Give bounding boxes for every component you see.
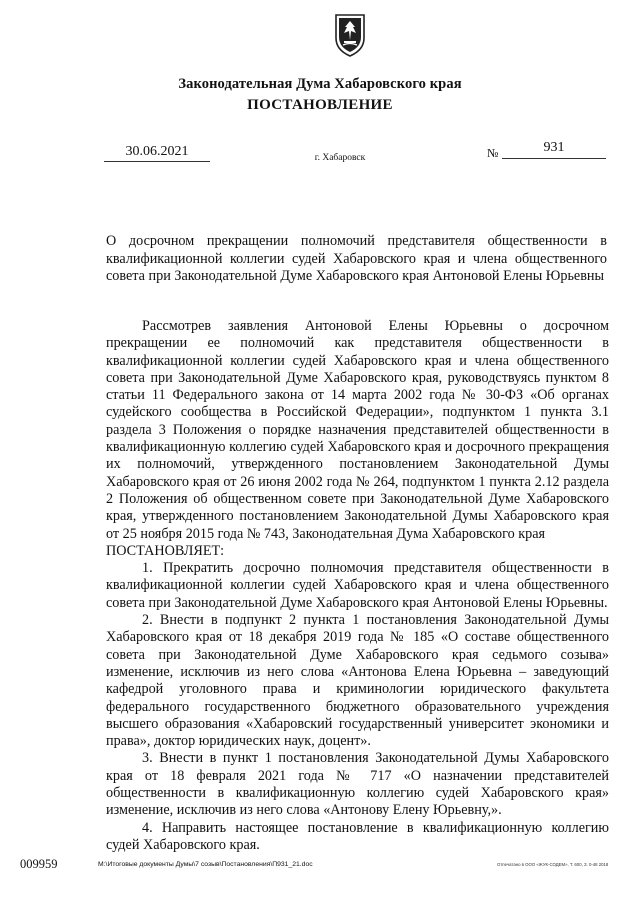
footer-doc-number: 009959 bbox=[20, 857, 58, 871]
organization-name: Законодательная Дума Хабаровского края bbox=[178, 76, 462, 92]
document-city: г. Хабаровск bbox=[314, 153, 366, 163]
resolves-heading: ПОСТАНОВЛЯЕТ: bbox=[106, 542, 225, 559]
coat-of-arms-icon bbox=[333, 12, 367, 58]
document-type: ПОСТАНОВЛЕНИЕ bbox=[247, 97, 393, 113]
item-2-paragraph: 2. Внести в подпункт 2 пункта 1 постановления Законодательной Думы Хабаровского края от 18 декабря 2019 года № 185 «О составе общественного совета при Законодательной Думе Хабаровского края седьмого созыва» изменение, исключив из него слова «Антонова Елена Юрьевна – заведующий кафедрой уголовного права и криминологии юридического факультета федерального государственного бюджетного образовательного учреждения высшего образования «Хабаровский государственный университет экономики и права», доктор юридических наук, доцент». bbox=[106, 612, 609, 750]
preamble-paragraph: Рассмотрев заявления Антоновой Елены Юрьевны о досрочном прекращении ее полномочий как представителя общественности в квалификационной коллегии судей Хабаровского края и члена общественного совета при Законодательной Думе Хабаровского края, руководствуясь пунктом 8 статьи 11 Федерального закона от 14 марта 2002 года № 30-ФЗ «Об органах судейского сообщества в Российской Федерации», подпунктом 1 пункта 3.1 раздела 3 Положения о порядке назначения представителей общественности в квалификационную коллегию судей Хабаровского края и досрочного прекращения их полномочий, утвержденного постановлением Законодательной Думы Хабаровского края от 26 июня 2002 года № 264, подпунктом 1 пункта 2.12 раздела 2 Положения об общественном совете при Законодательной Думе Хабаровского края, утвержденного постановлением Законодательной Думы Хабаровского края от 25 ноября 2015 года № 743, Законодательная Дума Хабаровского края bbox=[106, 318, 609, 542]
footer-print-note: Отпечатано в ООО «ЖУК-СОДЕМ», Т. 600, З. 0-48 2018 bbox=[497, 862, 609, 867]
number-sign: № bbox=[487, 146, 499, 160]
document-body bbox=[106, 318, 609, 854]
item-1-paragraph: 1. Прекратить досрочно полномочия представителя общественности в квалификационной коллегии судей Хабаровского края и члена общественного совета при Законодательной Думе Хабаровского края Антоновой Елены Юрьевны. bbox=[106, 560, 609, 611]
document-date: 30.06.2021 bbox=[104, 144, 210, 162]
document-number: 931 bbox=[502, 140, 606, 159]
item-4-paragraph: 4. Направить настоящее постановление в квалификационную коллегию судей Хабаровского края. bbox=[106, 819, 609, 853]
footer-file-path: M:\Итоговые документы Думы\7 созыв\Постановления\П931_21.doc bbox=[98, 861, 313, 868]
document-subject: О досрочном прекращении полномочий представителя общественности в квалификационной коллегии судей Хабаровского края и члена общественного совета при Законодательной Думе Хабаровского края Антоновой Елены Юрьевны bbox=[106, 233, 607, 284]
item-3-paragraph: 3. Внести в пункт 1 постановления Законодательной Думы Хабаровского края от 18 февраля 2021 года № 717 «О назначении представителей общественности в квалификационную коллегию судей Хабаровского края» изменение, исключив из него слова «Антонову Елену Юрьевну,». bbox=[106, 750, 609, 819]
